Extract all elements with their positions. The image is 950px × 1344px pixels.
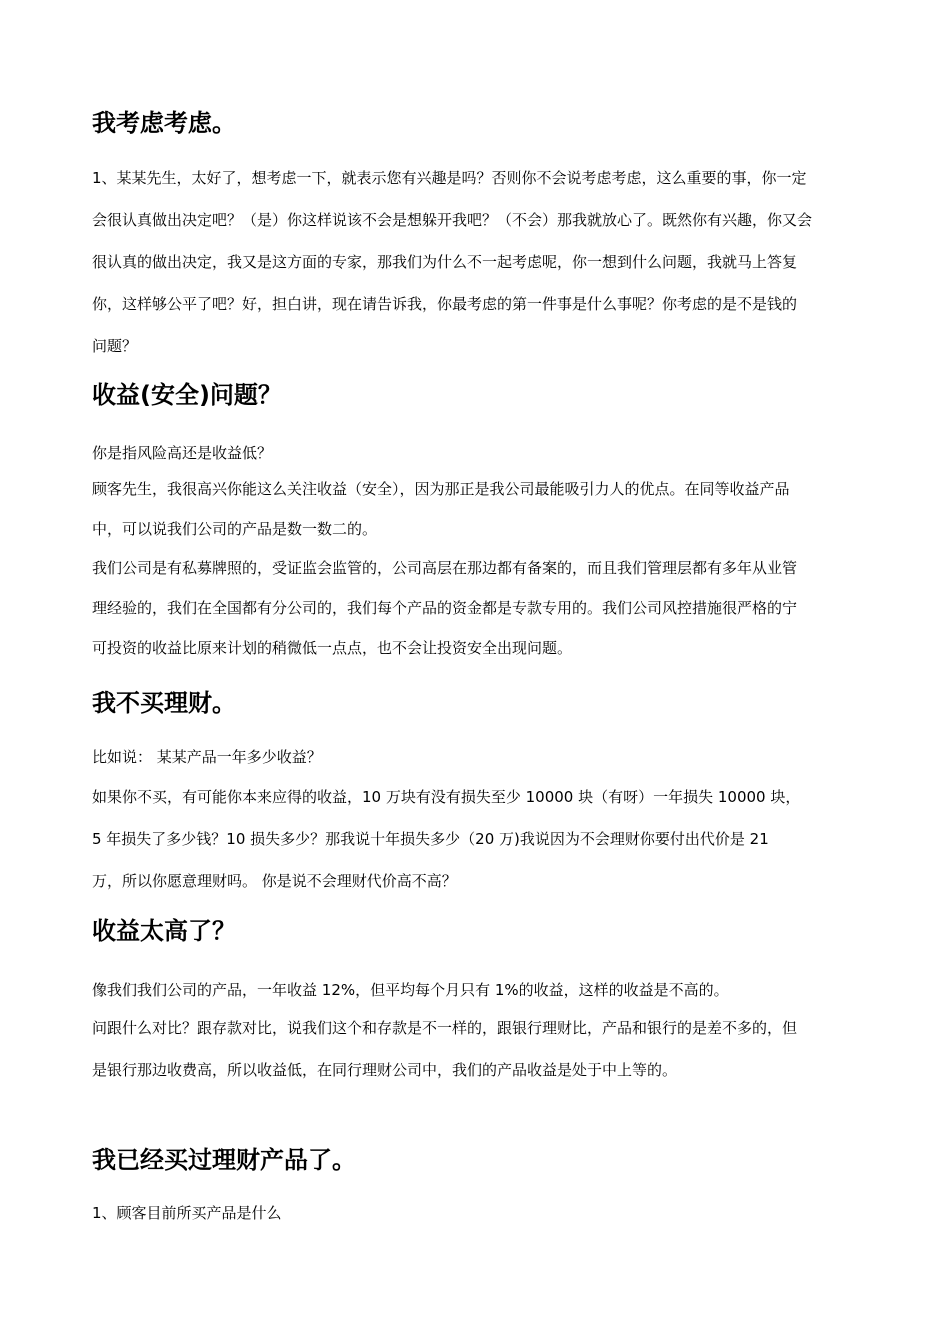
paragraph-consider xyxy=(92,157,862,367)
paragraph-line: 5 年损失了多少钱？10 损失多少？那我说十年损失多少（20 万)我说因为不会理财你要付出代价是 21 xyxy=(92,830,769,848)
paragraph-line: 我们公司是有私募牌照的，受证监会监管的，公司高层在那边都有备案的，而且我们管理层都有多年从业管 xyxy=(92,559,798,577)
paragraph-line: 问跟什么对比？跟存款对比，说我们这个和存款是不一样的，跟银行理财比，产品和银行的是差不多的，但 xyxy=(92,1019,798,1037)
example-line: 比如说： 某某产品一年多少收益？ xyxy=(92,748,322,766)
paragraph-line: 问题？ xyxy=(92,337,138,355)
heading-return-too-high: 收益太高了？ xyxy=(92,917,236,945)
heading-return-safety: 收益(安全)问题？ xyxy=(92,381,282,409)
paragraph-return-safety-a xyxy=(92,469,862,549)
heading-no-finance: 我不买理财。 xyxy=(92,689,236,717)
paragraph-line: 你，这样够公平了吧？好，担白讲，现在请告诉我，你最考虑的第一件事是什么事呢？你考虑的是不是钱的 xyxy=(92,295,798,313)
paragraph-return-safety-b xyxy=(92,548,862,668)
paragraph-line: 如果你不买，有可能你本来应得的收益，10 万块有没有损失至少 10000 块（有呀）一年损失 10000 块， xyxy=(92,788,801,806)
paragraph-line: 顾客先生，我很高兴你能这么关注收益（安全），因为那正是我公司最能吸引力人的优点。在同等收益产品 xyxy=(92,480,790,498)
paragraph-line: 可投资的收益比原来计划的稍微低一点点，也不会让投资安全出现问题。 xyxy=(92,639,573,657)
heading-already-bought: 我已经买过理财产品了。 xyxy=(92,1146,356,1174)
paragraph-line: 很认真的做出决定，我又是这方面的专家，那我们为什么不一起考虑呢，你一想到什么问题，我就马上答复 xyxy=(92,253,798,271)
heading-consider: 我考虑考虑。 xyxy=(92,109,236,137)
paragraph-line: 1、某某先生，太好了，想考虑一下，就表示您有兴趣是吗？否则你不会说考虑考虑，这么重要的事，你一定 xyxy=(92,169,807,187)
paragraph-comparison xyxy=(92,1007,862,1091)
return-explanation: 像我们我们公司的产品，一年收益 12%，但平均每个月只有 1%的收益，这样的收益是不高的。 xyxy=(92,981,729,999)
paragraph-line: 万，所以你愿意理财吗。 你是说不会理财代价高不高？ xyxy=(92,872,457,890)
paragraph-no-finance xyxy=(92,776,862,902)
paragraph-line: 理经验的，我们在全国都有分公司的，我们每个产品的资金都是专款专用的。我们公司风控措施很严格的宁 xyxy=(92,599,798,617)
paragraph-line: 中，可以说我们公司的产品是数一数二的。 xyxy=(92,520,378,538)
question-risk-or-return: 你是指风险高还是收益低？ xyxy=(92,444,273,462)
list-item: 1、顾客目前所买产品是什么 xyxy=(92,1204,282,1222)
paragraph-line: 是银行那边收费高，所以收益低，在同行理财公司中，我们的产品收益是处于中上等的。 xyxy=(92,1061,678,1079)
paragraph-line: 会很认真做出决定吧？（是）你这样说该不会是想躲开我吧？（不会）那我就放心了。既然你有兴趣，你又会 xyxy=(92,211,813,229)
